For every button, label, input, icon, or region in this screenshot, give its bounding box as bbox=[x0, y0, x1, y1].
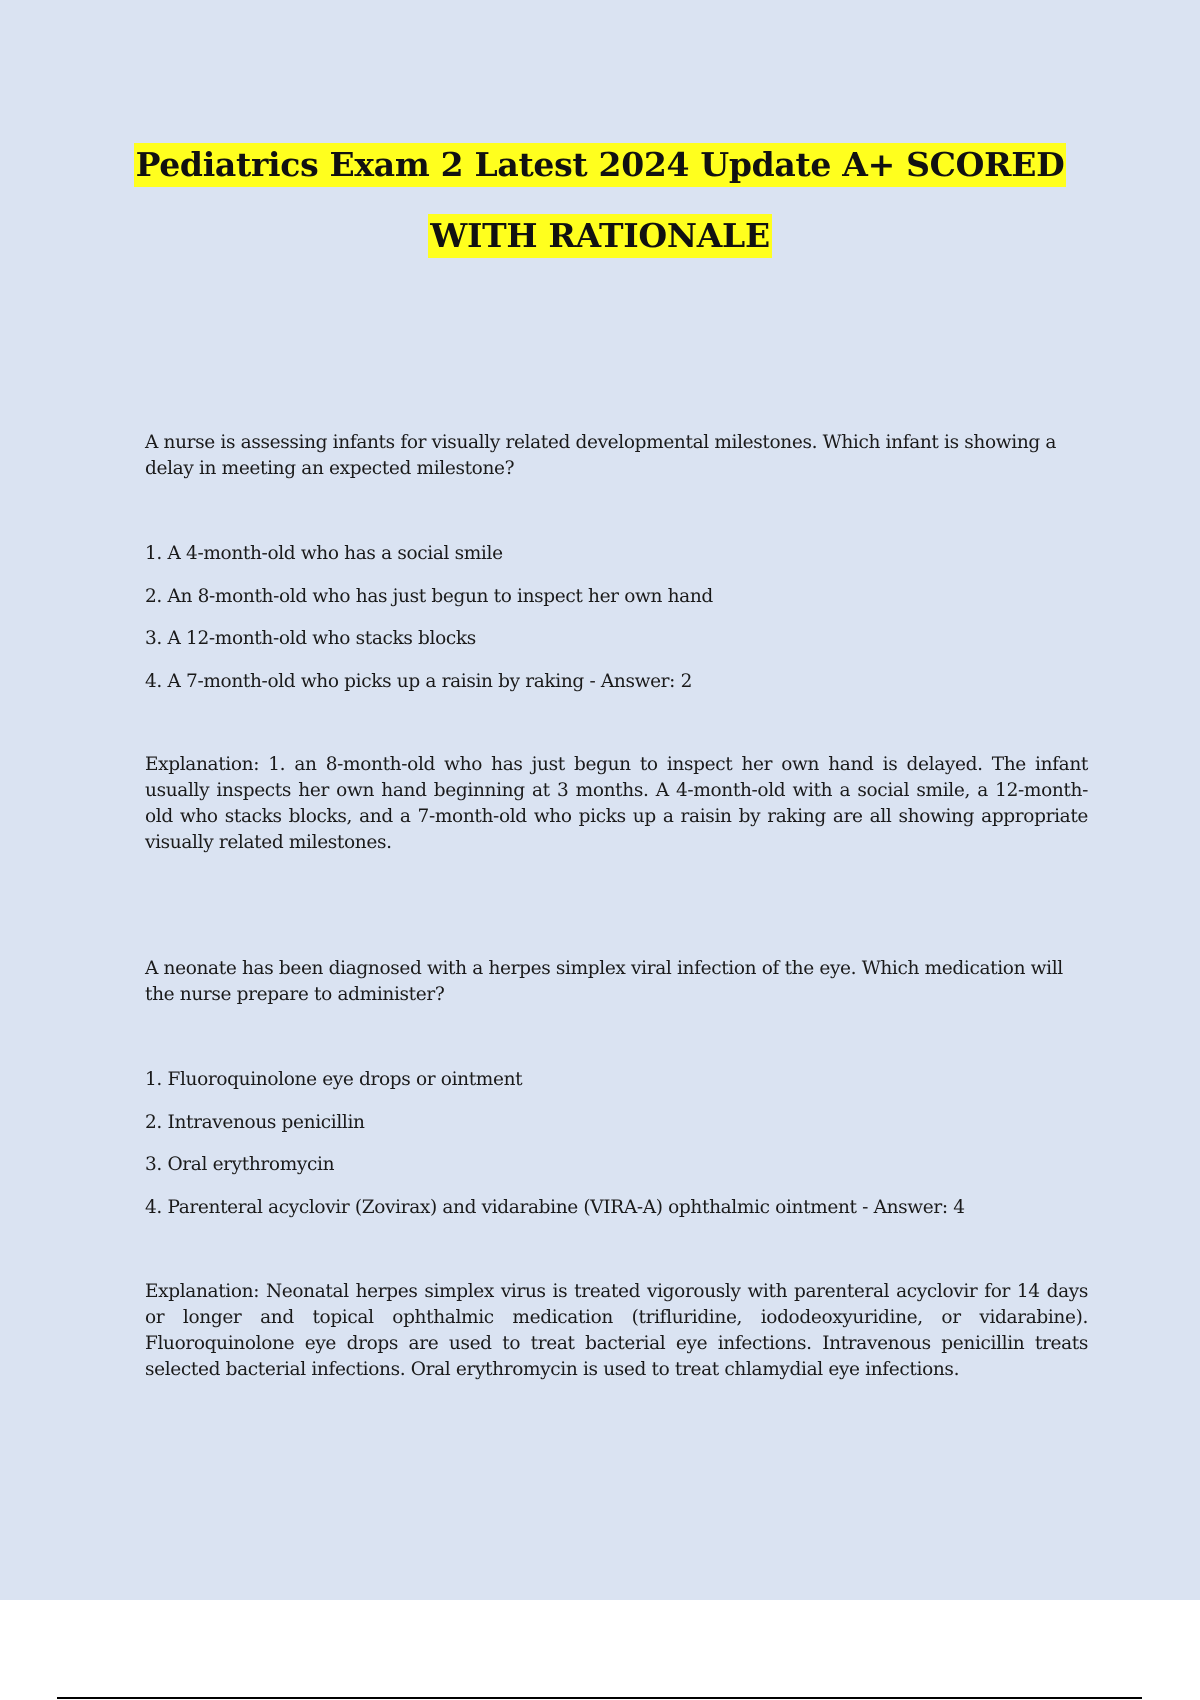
title-line-2: WITH RATIONALE bbox=[428, 214, 772, 258]
title-line-1: Pediatrics Exam 2 Latest 2024 Update A+ SCORED bbox=[134, 143, 1067, 187]
question-2-option-3: 3. Oral erythromycin bbox=[145, 1154, 335, 1175]
question-1-option-3: 3. A 12-month-old who stacks blocks bbox=[145, 628, 476, 649]
question-2-explanation: Explanation: Neonatal herpes simplex virus is treated vigorously with parenteral acyclovir for 14 days or longer and topical ophthalmic medication (trifluridine, iododeoxyuridine, or vidarabine). Fluoroquinolone eye drops are used to treat bacterial eye infections. Intravenous penicillin treats selected bacterial infections. Oral erythromycin is used to treat chlamydial eye infections. bbox=[145, 1281, 1088, 1380]
question-1-options bbox=[145, 541, 1088, 711]
question-1-explanation: Explanation: 1. an 8-month-old who has just begun to inspect her own hand is delayed. The infant usually inspects her own hand beginning at 3 months. A 4-month-old with a social smile, a 12-month-old who stacks blocks, and a 7-month-old who picks up a raisin by raking are all showing appropriate visually related milestones. bbox=[145, 754, 1088, 853]
question-1-prompt: A nurse is assessing infants for visually related developmental milestones. Which infant is showing a delay in meeting an expected milestone? bbox=[145, 432, 1057, 479]
question-1-option-1: 1. A 4-month-old who has a social smile bbox=[145, 543, 503, 564]
question-2-prompt: A neonate has been diagnosed with a herpes simplex viral infection of the eye. Which medication will the nurse prepare to administer? bbox=[145, 958, 1063, 1005]
question-2-option-2: 2. Intravenous penicillin bbox=[145, 1111, 365, 1133]
question-2-option-4: 4. Parenteral acyclovir (Zovirax) and vidarabine (VIRA-A) ophthalmic ointment - Answer: 4 bbox=[145, 1196, 965, 1218]
question-1-option-4: 4. A 7-month-old who picks up a raisin by raking - Answer: 2 bbox=[145, 670, 693, 692]
footer-divider bbox=[57, 1697, 1142, 1699]
document-title bbox=[0, 143, 1200, 258]
question-2-option-1: 1. Fluoroquinolone eye drops or ointment bbox=[145, 1069, 523, 1090]
question-2-options bbox=[145, 1067, 1088, 1237]
question-1-option-2: 2. An 8-month-old who has just begun to inspect her own hand bbox=[145, 585, 713, 607]
